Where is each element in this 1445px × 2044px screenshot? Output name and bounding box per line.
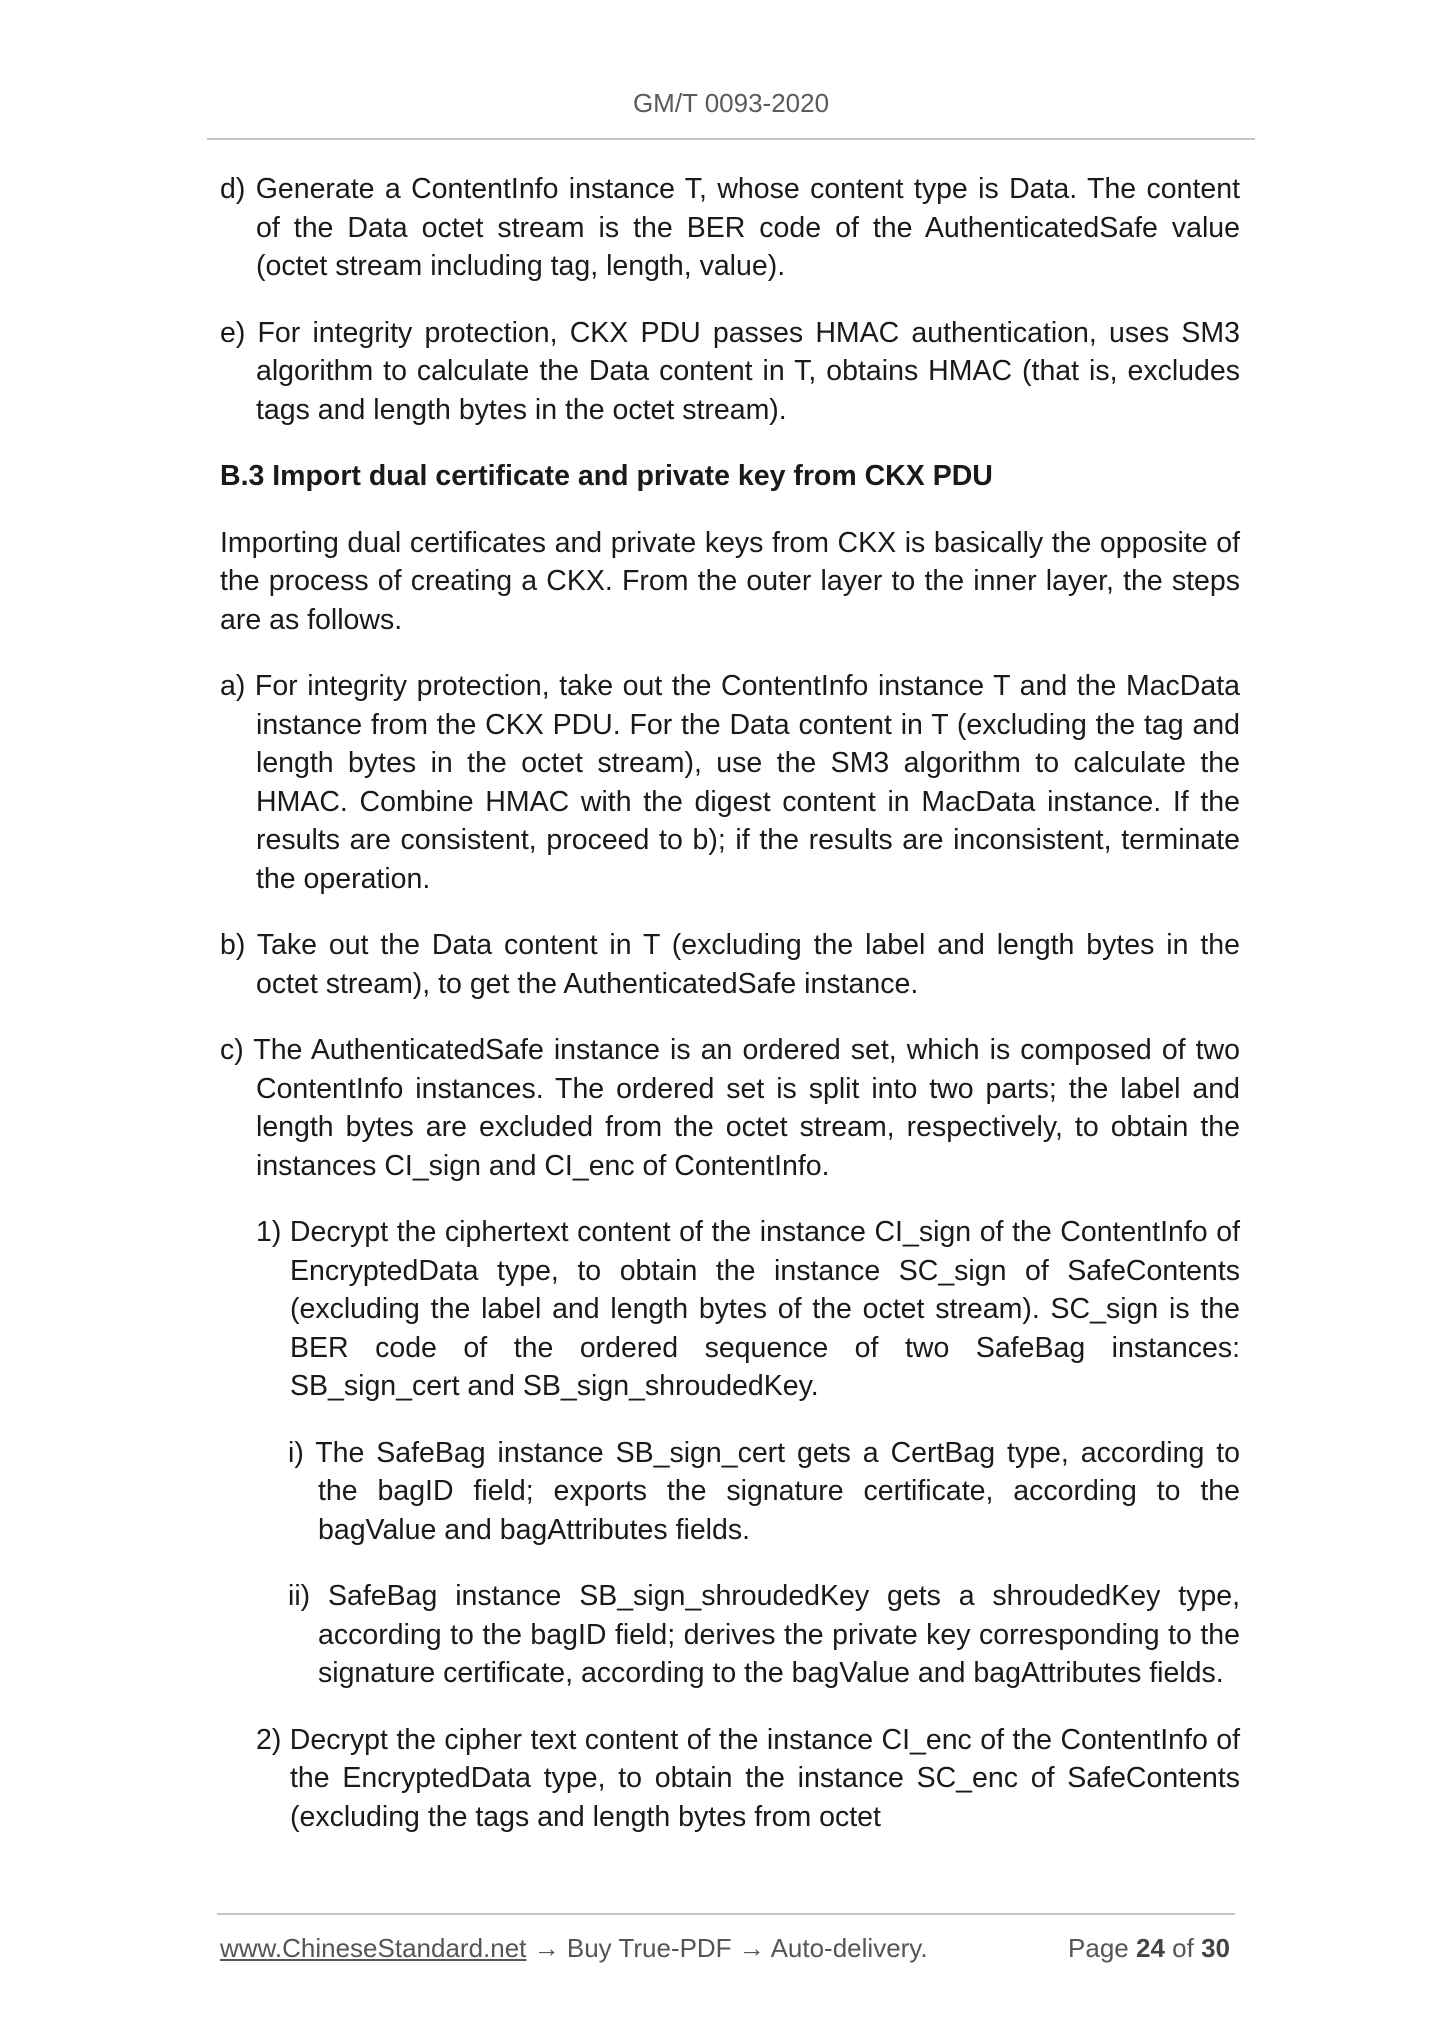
step-c-1-ii: ii) SafeBag instance SB_sign_shroudedKey gets a shroudedKey type, according to the bagID field; derives the private key corresponding to the signature certificate, according to the bagValue and bagAttributes fields. (288, 1580, 1240, 1689)
header-divider (207, 138, 1255, 140)
step-c-1-i: i) The SafeBag instance SB_sign_cert gets a CertBag type, according to the bagID field; exports the signature certificate, according to the bagValue and bagAttributes fields. (288, 1436, 1240, 1546)
website-link[interactable]: www.ChineseStandard.net (220, 1933, 527, 1963)
section-intro: Importing dual certificates and private keys from CKX is basically the opposite of the process of creating a CKX. From the outer layer to the inner layer, the steps are as follows. (220, 526, 1240, 636)
list-item-d: d) Generate a ContentInfo instance T, whose content type is Data. The content of the Data octet stream is the BER code of the AuthenticatedSafe value (octet stream including tag, length, value). (220, 173, 1240, 282)
page-current: 24 (1136, 1933, 1165, 1963)
of-label: of (1172, 1933, 1194, 1963)
footer-divider (217, 1913, 1235, 1915)
step-c-2: 2) Decrypt the cipher text content of the instance CI_enc of the ContentInfo of the EncryptedData type, to obtain the instance SC_enc of SafeContents (excluding the tags and length bytes from octet (256, 1723, 1240, 1833)
step-c-1: 1) Decrypt the ciphertext content of the instance CI_sign of the ContentInfo of EncryptedData type, to obtain the instance SC_sign of SafeContents (excluding the label and length bytes of the octet stream). SC_sign is the BER code of the ordered sequence of two SafeBag instances: SB_sign_cert and SB_sign_shroudedKey. (256, 1216, 1240, 1402)
footer-promo: → Buy True-PDF → Auto-delivery. (526, 1933, 928, 1963)
page-total: 30 (1201, 1933, 1230, 1963)
list-item-e: e) For integrity protection, CKX PDU passes HMAC authentication, uses SM3 algorithm to calculate the Data content in T, obtains HMAC (that is, excludes tags and length bytes in the octet stream). (220, 316, 1240, 426)
page-footer (220, 1933, 1230, 1964)
page-number (1068, 1933, 1230, 1964)
document-body (220, 170, 1240, 1864)
step-b: b) Take out the Data content in T (excluding the label and length bytes in the octet stream), to get the AuthenticatedSafe instance. (220, 929, 1240, 1000)
section-heading: B.3 Import dual certificate and private key from CKX PDU (220, 460, 993, 492)
step-a: a) For integrity protection, take out the ContentInfo instance T and the MacData instance from the CKX PDU. For the Data content in T (excluding the tag and length bytes in the octet stream), use the SM3 algorithm to calculate the HMAC. Combine HMAC with the digest content in MacData instance. If the results are consistent, proceed to b); if the results are inconsistent, terminate the operation. (220, 670, 1240, 895)
page-label: Page (1068, 1933, 1129, 1963)
step-c: c) The AuthenticatedSafe instance is an ordered set, which is composed of two ContentInfo instances. The ordered set is split into two parts; the label and length bytes are excluded from the octet stream, respectively, to obtain the instances CI_sign and CI_enc of ContentInfo. (220, 1034, 1240, 1182)
page-header: GM/T 0093-2020 (632, 88, 830, 118)
